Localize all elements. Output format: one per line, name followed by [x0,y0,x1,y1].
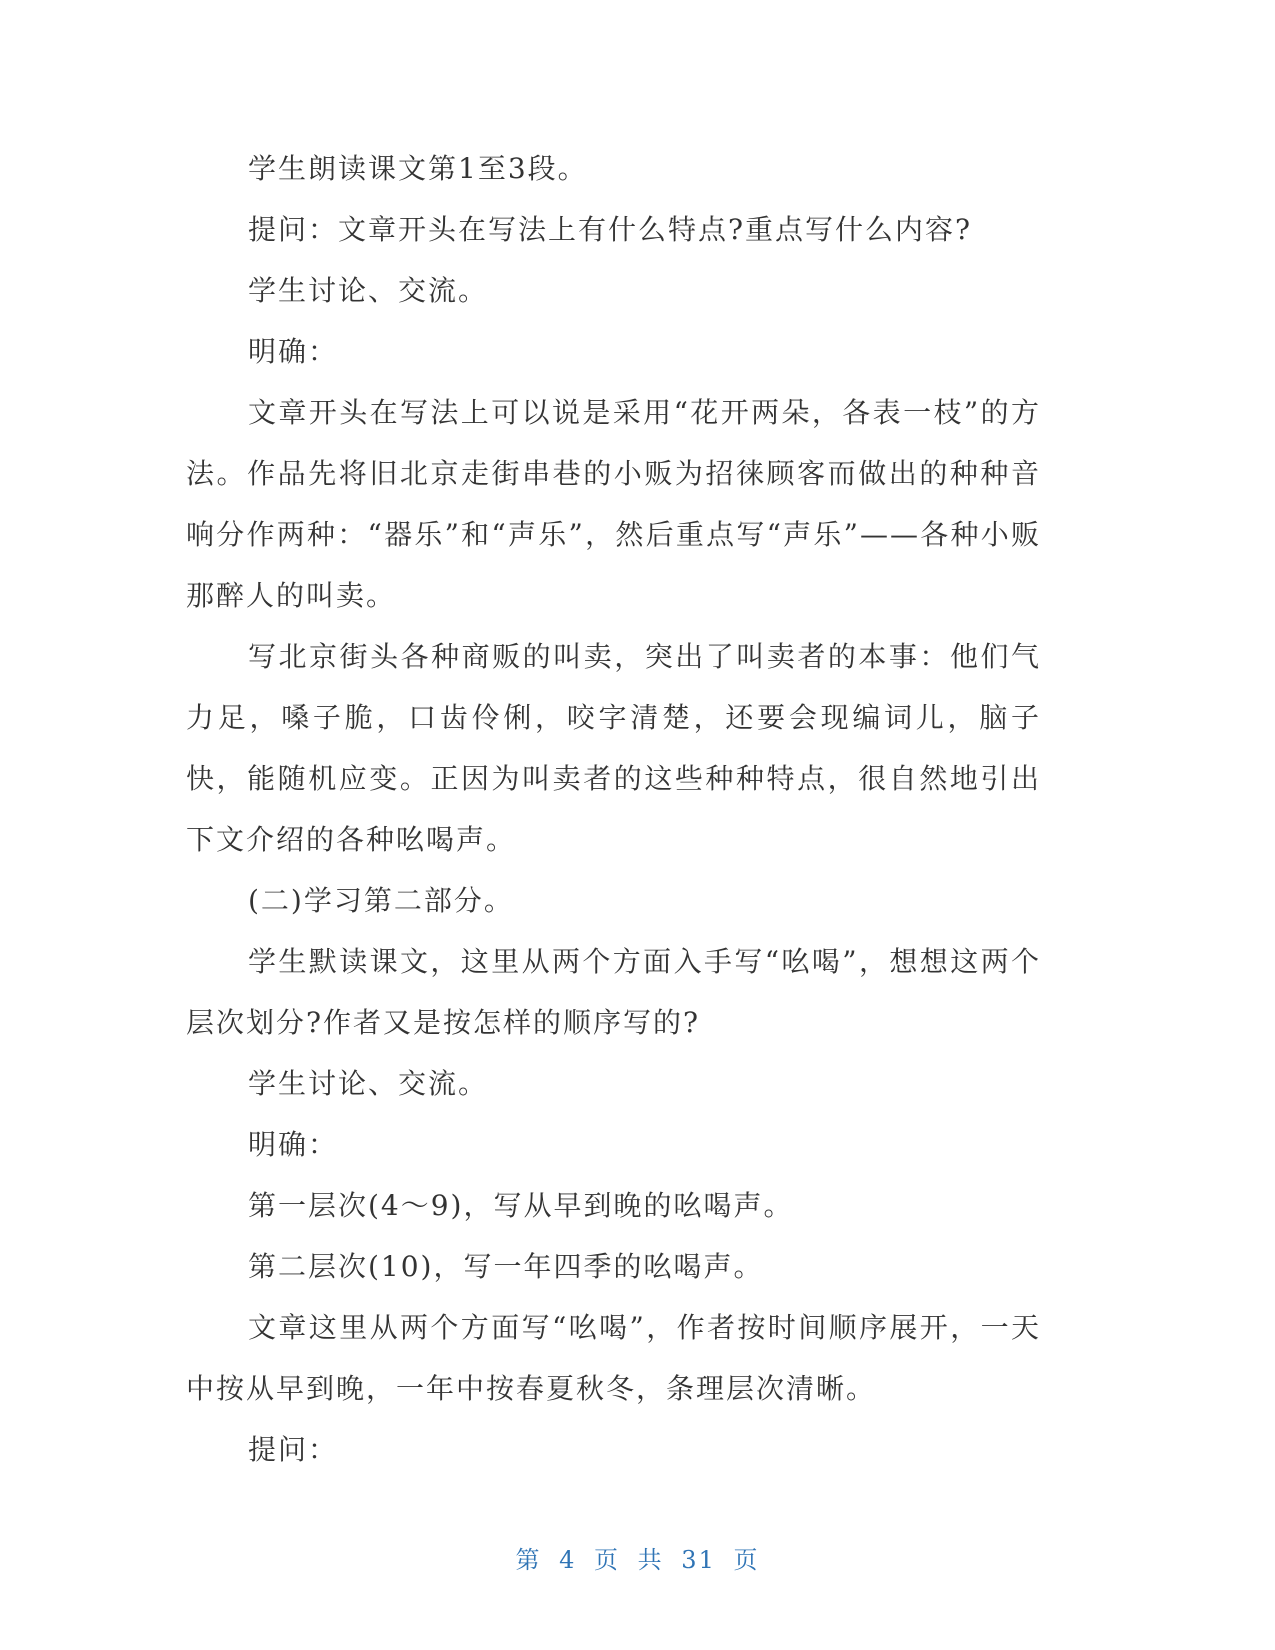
paragraph-discussion: 学生讨论、交流。 [248,274,489,307]
document-body [186,138,1041,1480]
paragraph-opening-method: 文章开头在写法上可以说是采用“花开两朵，各表一枝”的方法。作品先将旧北京走街串巷的小贩为招徕顾客而做出的种种音响分作两种：“器乐”和“声乐”，然后重点写“声乐”——各种小贩那醉人的叫卖。 [186,396,1041,612]
paragraph-question-opening: 提问：文章开头在写法上有什么特点?重点写什么内容? [248,213,973,246]
paragraph-layer-two: 第二层次(10)，写一年四季的吆喝声。 [248,1250,764,1283]
paragraph-clarify: 明确： [248,335,339,368]
paragraph-section-two-heading: (二)学习第二部分。 [248,884,514,917]
paragraph-silent-reading: 学生默读课文，这里从两个方面入手写“吆喝”，想想这两个层次划分?作者又是按怎样的顺序写的? [186,945,1041,1039]
paragraph-vendors-skill: 写北京街头各种商贩的叫卖，突出了叫卖者的本事：他们气力足，嗓子脆，口齿伶俐，咬字清楚，还要会现编词儿，脑子快，能随机应变。正因为叫卖者的这些种种特点，很自然地引出下文介绍的各种吆喝声。 [186,640,1041,856]
paragraph-read-aloud: 学生朗读课文第1至3段。 [248,152,588,185]
paragraph-time-order: 文章这里从两个方面写“吆喝”，作者按时间顺序展开，一天中按从早到晚，一年中按春夏秋冬，条理层次清晰。 [186,1311,1041,1405]
paragraph-discussion-2: 学生讨论、交流。 [248,1067,489,1100]
paragraph-layer-one: 第一层次(4～9)，写从早到晚的吆喝声。 [248,1189,794,1222]
page-number-footer: 第 4 页 共 31 页 [515,1546,760,1574]
paragraph-question-final: 提问： [248,1433,339,1466]
paragraph-clarify-2: 明确： [248,1128,339,1161]
